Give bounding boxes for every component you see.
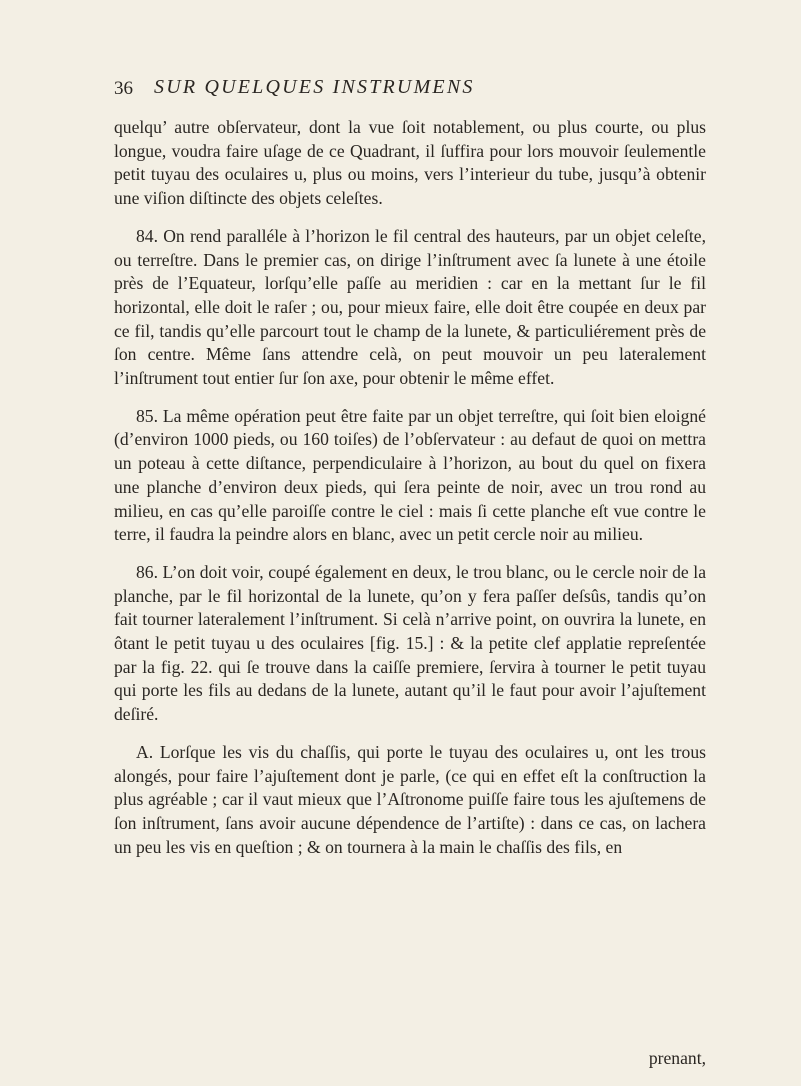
body-text bbox=[114, 116, 706, 859]
paragraph-continuation: quelqu’ autre obſervateur, dont la vue ſoit notablement, ou plus courte, ou plus longue, voudra faire uſage de ce Quadrant, il ſuffira pour lors mouvoir ſeulementle petit tuyau des oculaires u, plus ou moins, vers l’interieur du tube, jusqu’à obtenir une viſion diſtincte des objets celeſtes. bbox=[114, 117, 706, 209]
running-title: SUR QUELQUES INSTRUMENS bbox=[154, 76, 475, 98]
page-number: 36 bbox=[114, 78, 133, 99]
paragraph-a: A. Lorſque les vis du chaſſis, qui porte le tuyau des oculaires u, ont les trous alongés, pour faire l’ajuſtement dont je parle, (ce qui en effet eſt la conſtruction la plus agréable ; car il vaut mieux que l’Aſtronome puiſſe faire tous les ajuſtemens de ſon inſtrument, ſans avoir aucune dépendence de l’artiſte) : dans ce cas, on lachera un peu les vis en queſtion ; & on tournera à la main le chaſſis des fils, en bbox=[114, 741, 706, 857]
paragraph-85: 85. La même opération peut être faite par un objet terreſtre, qui ſoit bien eloigné (d’environ 1000 pieds, ou 160 toiſes) de l’obſervateur : au defaut de quoi on mettra un poteau à cette diſtance, perpendiculaire à l’horizon, au bout du quel on fixera une planche d’environ deux pieds, qui ſera peinte de noir, avec un trou rond au milieu, en cas qu’elle paroiſſe contre le ciel : mais ſi cette planche eſt vue contre le terre, il faudra la peindre alors en blanc, avec un petit cercle noir au milieu. bbox=[114, 405, 706, 545]
paragraph-84: 84. On rend paralléle à l’horizon le fil central des hauteurs, par un objet celeſte, ou terreſtre. Dans le premier cas, on dirige l’inſtrument avec ſa lunete à une étoile près de l’Equateur, lorſqu’elle paſſe au meridien : car en la mettant ſur le fil horizontal, elle doit le raſer ; ou, pour mieux faire, elle doit être coupée en deux par ce fil, tandis qu’elle parcourt tout le champ de la lunete, & particuliérement près de ſon centre. Même ſans attendre celà, on peut mouvoir un peu lateralement l’inſtrument tout entier ſur ſon axe, pour obtenir le même effet. bbox=[114, 225, 706, 389]
catchword: prenant, bbox=[648, 1048, 706, 1068]
paragraph-86: 86. L’on doit voir, coupé également en deux, le trou blanc, ou le cercle noir de la planche, par le fil horizontal de la lunete, qu’on y fera paſſer deſsûs, tandis qu’on fait tourner lateralement l’inſtrument. Si celà n’arrive point, on ouvrira la lunete, en ôtant le petit tuyau u des oculaires [fig. 15.] : & la petite clef applatie repreſentée par la fig. 22. qui ſe trouve dans la caiſſe premiere, ſervira à tourner le petit tuyau qui porte les fils au dedans de la lunete, autant qu’il le faut pour avoir l’ajuſtement deſiré. bbox=[114, 561, 706, 725]
running-head bbox=[114, 74, 714, 104]
